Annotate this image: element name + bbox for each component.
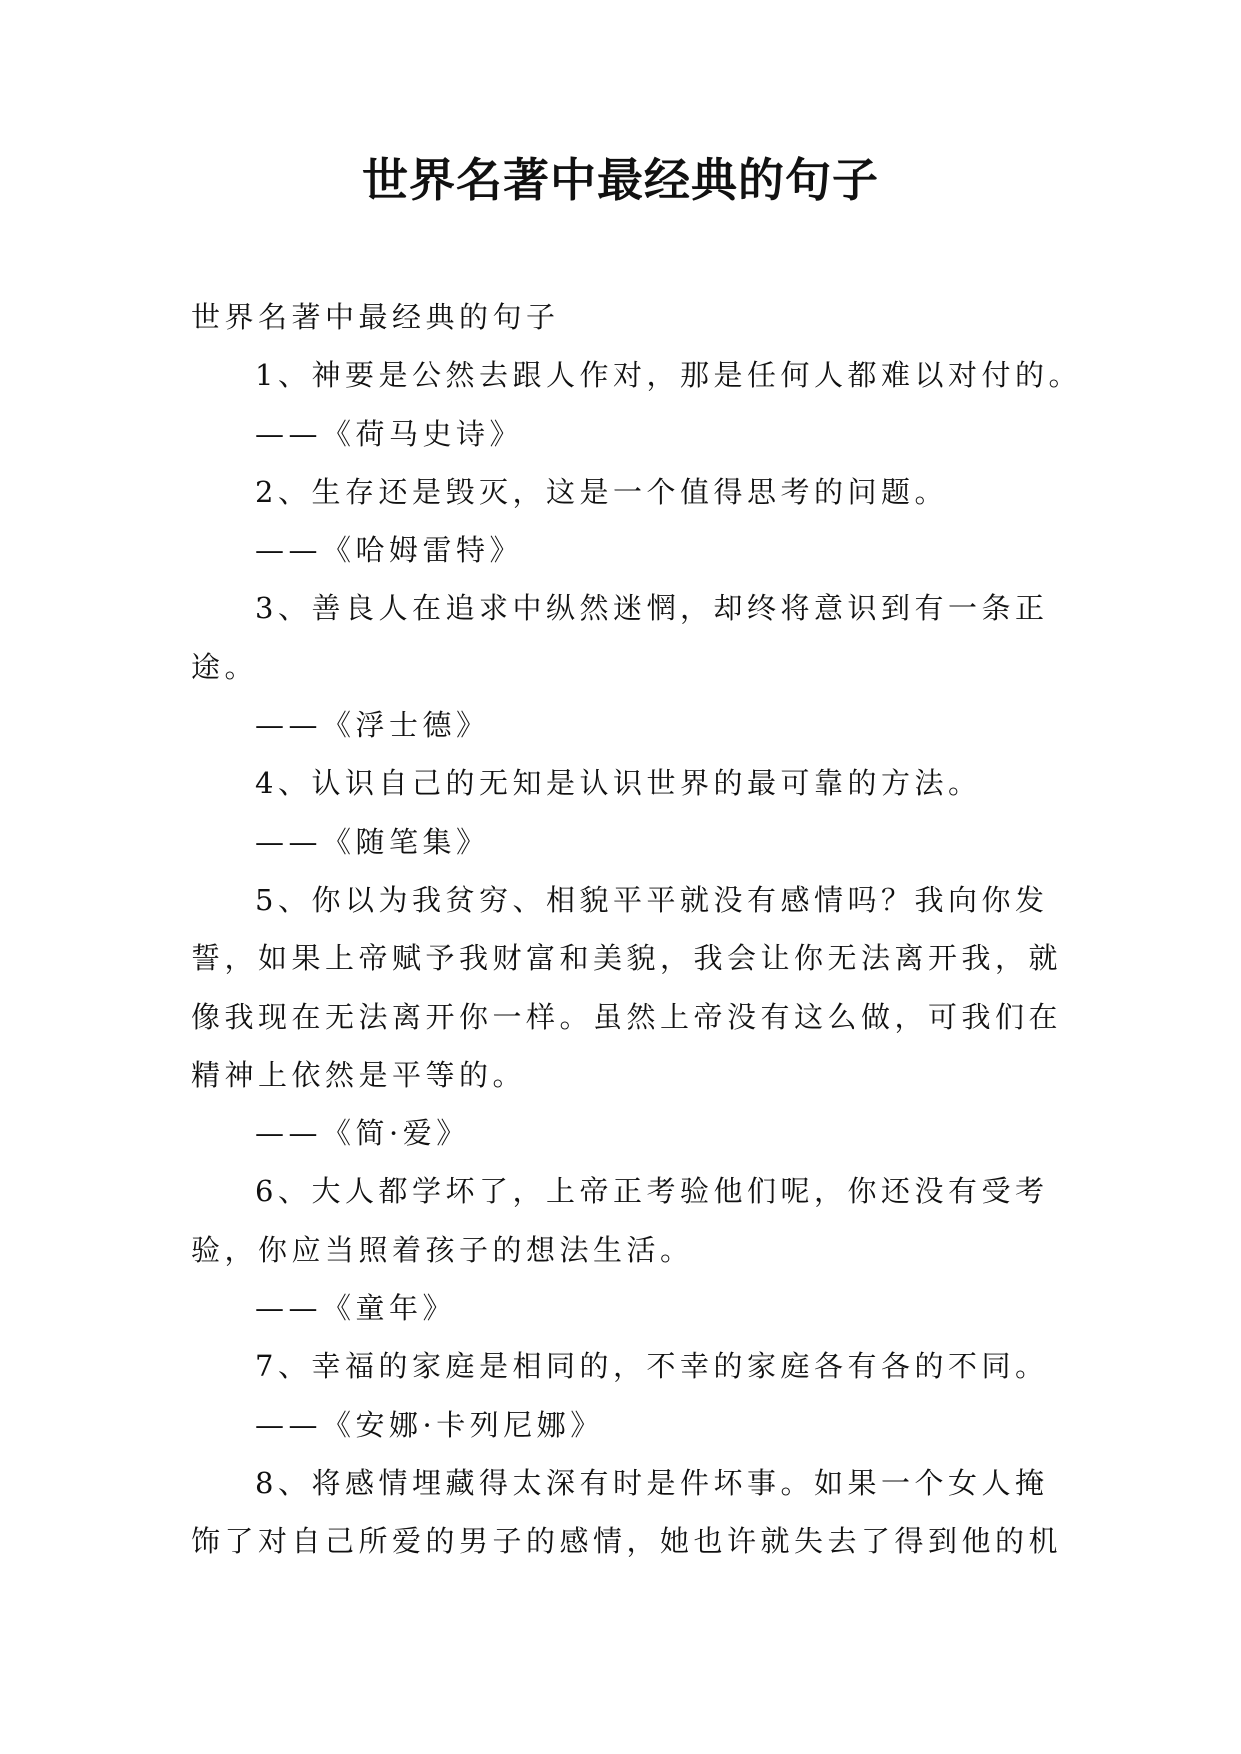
quote-8-text-line-1: 8、将感情埋藏得太深有时是件坏事。如果一个女人掩 — [255, 1465, 1049, 1500]
quote-6-source: ——《童年》 — [255, 1291, 457, 1326]
quote-2-text: 2、生存还是毁灭，这是一个值得思考的问题。 — [255, 474, 948, 509]
quote-4-source: ——《随笔集》 — [255, 824, 490, 859]
quote-7-source: ——《安娜·卡列尼娜》 — [255, 1407, 604, 1442]
quote-5-text-line-3: 像我现在无法离开你一样。虽然上帝没有这么做，可我们在 — [191, 999, 1063, 1034]
quote-4-text: 4、认识自己的无知是认识世界的最可靠的方法。 — [255, 766, 982, 801]
quote-1-text: 1、神要是公然去跟人作对，那是任何人都难以对付的。 — [255, 358, 1082, 393]
quote-5-text-line-1: 5、你以为我贫穷、相貌平平就没有感情吗？我向你发 — [255, 882, 1049, 917]
quote-3-source: ——《浮士德》 — [255, 708, 490, 743]
intro-line: 世界名著中最经典的句子 — [191, 300, 560, 334]
quote-6-text-line-2: 验，你应当照着孩子的想法生活。 — [191, 1232, 694, 1267]
quote-3-text-line-1: 3、善良人在追求中纵然迷惘，却终将意识到有一条正 — [255, 591, 1049, 626]
quote-7-text: 7、幸福的家庭是相同的，不幸的家庭各有各的不同。 — [255, 1349, 1049, 1384]
quote-5-text-line-2: 誓，如果上帝赋予我财富和美貌，我会让你无法离开我，就 — [191, 941, 1063, 976]
quote-8-text-line-2: 饰了对自己所爱的男子的感情，她也许就失去了得到他的机 — [191, 1524, 1063, 1559]
quote-3-text-line-2: 途。 — [191, 649, 259, 684]
quote-5-source: ——《简·爱》 — [255, 1116, 470, 1151]
quote-6-text-line-1: 6、大人都学坏了，上帝正考验他们呢，你还没有受考 — [255, 1174, 1049, 1209]
quote-1-source: ——《荷马史诗》 — [255, 416, 524, 451]
document-body — [191, 288, 1082, 1571]
document-title: 世界名著中最经典的句子 — [362, 153, 879, 207]
quote-5-text-line-4: 精神上依然是平等的。 — [191, 1057, 527, 1092]
quote-2-source: ——《哈姆雷特》 — [255, 533, 524, 568]
